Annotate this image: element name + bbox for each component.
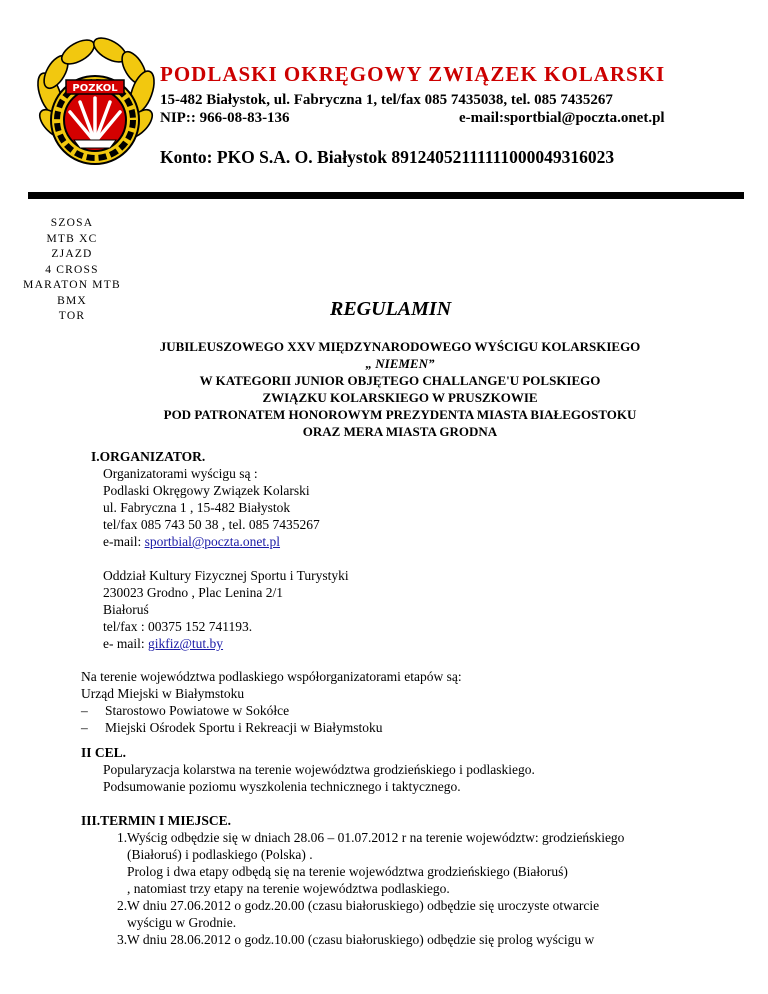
org2-address: 230023 Grodno , Plac Lenina 2/1 <box>103 585 283 600</box>
logo-text: POZKOL <box>72 83 118 94</box>
disciplines-list <box>0 216 144 325</box>
section-heading: III.TERMIN I MIEJSCE. <box>81 813 232 828</box>
header-email: e-mail:sportbial@poczta.onet.pl <box>459 110 665 126</box>
subtitle-line: POD PATRONATEM HONOROWYM PREZYDENTA MIASTA BIAŁEGOSTOKU <box>163 407 637 422</box>
discipline-item: TOR <box>58 310 86 322</box>
document-title: REGULAMIN <box>330 298 452 320</box>
discipline-item: 4 CROSS <box>45 263 99 276</box>
document-subtitle <box>100 338 700 440</box>
coorganizer-item: – Miejski Ośrodek Sportu i Rekreacji w Białymstoku <box>81 720 383 735</box>
pozkol-logo <box>30 32 160 172</box>
goal-line: Podsumowanie poziomu wyszkolenia technicznego i taktycznego. <box>103 779 461 794</box>
coorganizer-item: – Starostowo Powiatowe w Sokółce <box>81 703 290 718</box>
section-heading: II CEL. <box>81 745 127 760</box>
subtitle-line: ORAZ MERA MIASTA GRODNA <box>302 424 498 439</box>
nip-line: NIP:: 966-08-83-136 <box>160 110 290 126</box>
section-date-place <box>81 812 624 948</box>
list-item: 1. Wyścig odbędzie się w dniach 28.06 – 01.07.2012 r na terenie województw: grodzieńskiego (Białoruś) i podlaskiego (Polska) . Prolog i dwa etapy odbędą się na terenie województwa grodzieńskiego (Białoruś) , natomiast trzy etapy na terenie województwa podlaskiego. <box>117 830 625 896</box>
org1-street: ul. Fabryczna 1 , 15-482 Białystok <box>103 500 291 515</box>
org2-country: Białoruś <box>103 602 149 617</box>
bank-account: Konto: PKO S.A. O. Białystok 89124052111111000049316023 <box>160 147 615 167</box>
dash-bullet: – <box>81 720 88 735</box>
org2-email-link[interactable]: gikfiz@tut.by <box>147 636 224 651</box>
subtitle-line: „ NIEMEN” <box>365 356 435 371</box>
goal-line: Popularyzacja kolarstwa na terenie województwa grodzieńskiego i podlaskiego. <box>103 762 535 777</box>
item-number: 3. <box>117 932 128 947</box>
org1-phone: tel/fax 085 743 50 38 , tel. 085 7435267 <box>103 517 320 532</box>
organizers-intro: Organizatorami wyścigu są : <box>103 466 258 481</box>
section-organizer <box>91 448 349 652</box>
section-goal <box>81 744 535 795</box>
subtitle-line: W KATEGORII JUNIOR OBJĘTEGO CHALLANGE'U POLSKIEGO <box>199 373 601 388</box>
header-divider <box>28 192 744 199</box>
dash-bullet: – <box>81 703 88 718</box>
list-item: 2. W dniu 27.06.2012 o godz.20.00 (czasu białoruskiego) odbędzie się uroczyste otwarcie wyścigu w Grodnie. <box>117 898 600 930</box>
section-heading: I.ORGANIZATOR. <box>91 449 206 464</box>
address-line: 15-482 Białystok, ul. Fabryczna 1, tel/fax 085 7435038, tel. 085 7435267 <box>160 92 613 108</box>
org1-email <box>103 533 349 550</box>
item-number: 1. <box>117 830 128 845</box>
org2-email <box>103 635 349 652</box>
org1-email-link[interactable]: sportbial@poczta.onet.pl <box>144 534 281 549</box>
discipline-item: SZOSA <box>50 217 94 229</box>
email-label: e-mail: <box>103 534 145 549</box>
item-number: 2. <box>117 898 128 913</box>
email-label: e- mail: <box>103 636 148 651</box>
org2-phone: tel/fax : 00375 152 741193. <box>103 619 253 634</box>
coorganizers-intro: Na terenie województwa podlaskiego współorganizatorami etapów są: <box>81 669 462 684</box>
subtitle-line: JUBILEUSZOWEGO XXV MIĘDZYNARODOWEGO WYŚCIGU KOLARSKIEGO <box>159 339 641 354</box>
discipline-item: MARATON MTB <box>23 279 121 291</box>
subtitle-line: ZWIĄZKU KOLARSKIEGO W PRUSZKOWIE <box>262 390 538 405</box>
list-item: 3. W dniu 28.06.2012 o godz.10.00 (czasu białoruskiego) odbędzie się prolog wyścigu w <box>117 932 595 947</box>
org1-name: Podlaski Okręgowy Związek Kolarski <box>103 483 310 498</box>
discipline-item: MTB XC <box>46 232 98 245</box>
coorganizer-main: Urząd Miejski w Białymstoku <box>81 686 245 701</box>
organization-name: PODLASKI OKRĘGOWY ZWIĄZEK KOLARSKI <box>160 62 666 86</box>
coorganizers <box>81 668 462 736</box>
org2-name: Oddział Kultury Fizycznej Sportu i Turystyki <box>103 568 349 583</box>
discipline-item: ZJAZD <box>51 248 93 260</box>
discipline-item: BMX <box>57 294 87 307</box>
